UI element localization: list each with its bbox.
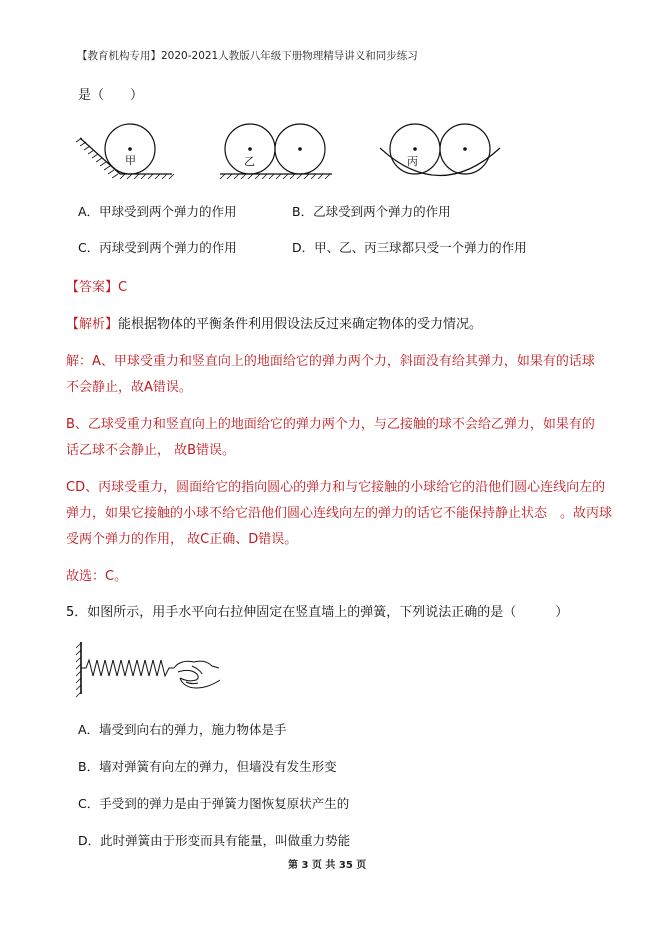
figure-balls-diagram [70,118,510,188]
solution-line-8: 故选：C。 [66,569,128,584]
option-4a: A．甲球受到两个弹力的作用 [78,204,237,219]
figure-ball-c [380,124,500,176]
figure-ball-a [76,124,174,179]
label-jia: 甲 [125,154,136,167]
analysis-line [66,313,482,332]
solution-line-4: 话乙球不会静止， 故B错误。 [66,443,236,458]
answer-tag: 【答案】 [66,280,119,295]
spring [81,660,174,676]
page-footer: 第 3 页 共 35 页 [288,860,367,871]
option-4d: D．甲、乙、丙三球都只受一个弹力的作用 [292,240,527,255]
answer-line [66,276,127,295]
label-bing: 丙 [407,155,418,168]
solution-line-3: B、乙球受重力和竖直向上的地面给它的弹力两个力，与乙接触的球不会给乙弹力，如果有的 [66,417,595,432]
figure-spring-diagram [74,638,224,700]
option-4b: B．乙球受到两个弹力的作用 [292,204,451,219]
analysis-text: 能根据物体的平衡条件利用假设法反过来确定物体的受力情况。 [118,317,483,332]
answer-value: C [118,280,128,295]
option-4c: C．丙球受到两个弹力的作用 [78,240,237,255]
question-5: 5．如图所示，用手水平向右拉伸固定在竖直墙上的弹簧，下列说法正确的是（ ） [66,605,569,620]
solution-line-5: CD、丙球受重力，圆面给它的指向圆心的弹力和与它接触的小球给它的沿他们圆心连线向左的 [66,480,606,495]
option-5d: D．此时弹簧由于形变而具有能量，叫做重力势能 [78,833,351,848]
wall [76,642,81,697]
solution-line-6: 弹力，如果它接触的小球不给它沿他们圆心连线向左的弹力的话它不能保持静止状态 。故丙球 [66,506,613,521]
label-yi: 乙 [244,155,255,168]
analysis-tag: 【解析】 [66,317,119,332]
solution-line-7: 受两个弹力的作用， 故C正确、D错误。 [66,532,298,547]
option-5b: B．墙对弹簧有向左的弹力，但墙没有发生形变 [78,759,337,774]
solution-line-2: 不会静止，故A错误。 [66,380,192,395]
option-5a: A．墙受到向右的弹力，施力物体是手 [78,722,287,737]
page-header: 【教育机构专用】2020-2021人教版八年级下册物理精导讲义和同步练习 [77,50,418,62]
figure-ball-b [220,124,332,179]
hand [174,661,220,688]
question-4-tail: 是（ ） [78,88,144,103]
option-5c: C．手受到的弹力是由于弹簧力图恢复原状产生的 [78,796,350,811]
solution-line-1: 解：A、甲球受重力和竖直向上的地面给它的弹力两个力，斜面没有给其弹力，如果有的话球 [66,354,595,369]
